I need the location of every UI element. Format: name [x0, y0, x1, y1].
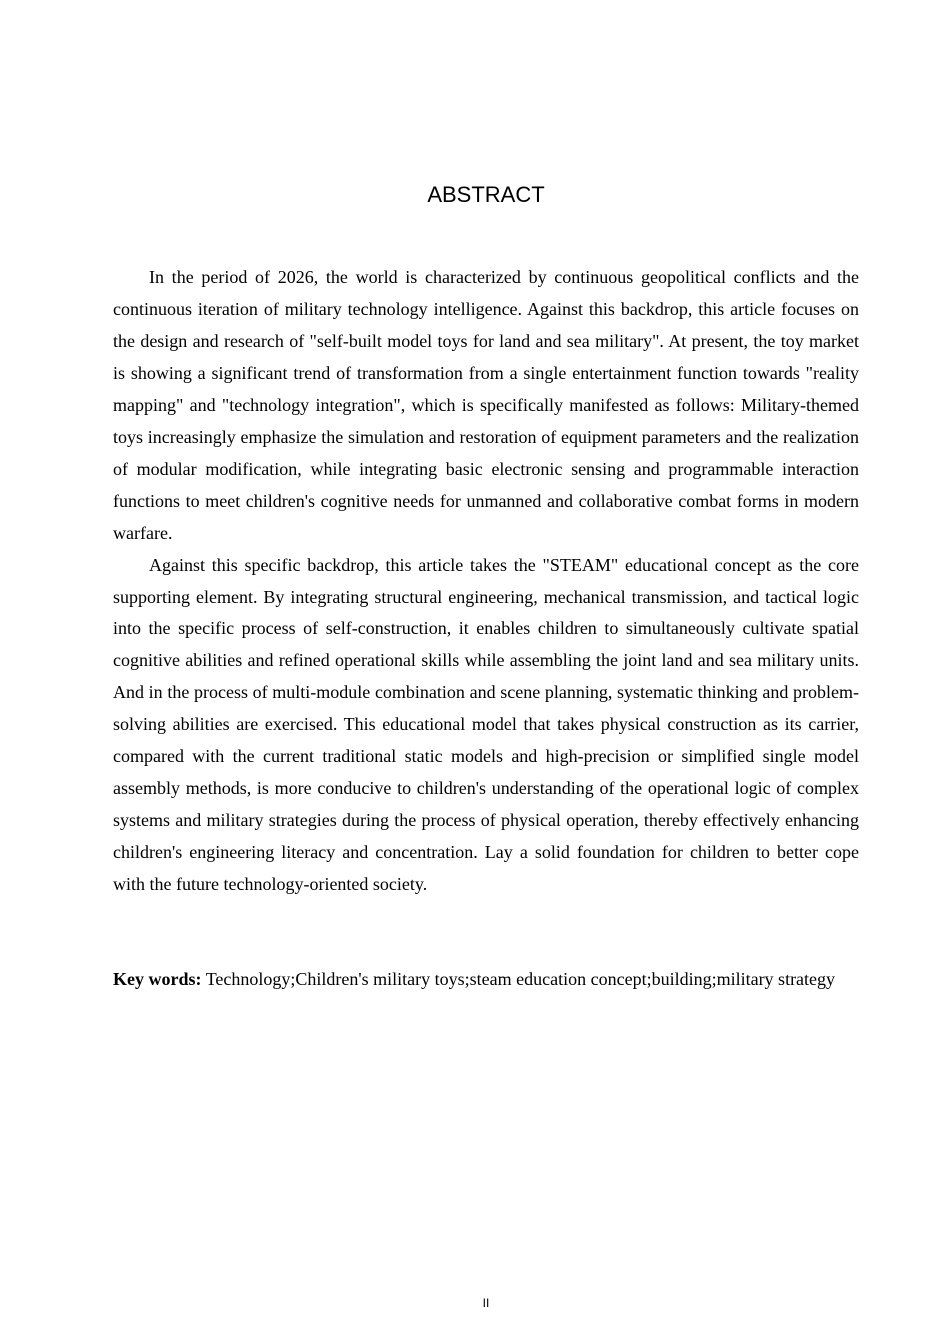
abstract-paragraph-1: In the period of 2026, the world is characterized by continuous geopolitical conflicts and the continuous iteration of military technology intelligence. Against this backdrop, this article focuses on the design and research of "self-built model toys for land and sea military". At present, the toy market is showing a significant trend of transformation from a single entertainment function towards "reality mapping" and "technology integration", which is specifically manifested as follows: Military-themed toys increasingly emphasize the simulation and restoration of equipment parameters and the realization of modular modification, while integrating basic electronic sensing and programmable interaction functions to meet children's cognitive needs for unmanned and collaborative combat forms in modern warfare.: [113, 267, 859, 543]
abstract-paragraph-2: Against this specific backdrop, this article takes the "STEAM" educational concept as the core supporting element. By integrating structural engineering, mechanical transmission, and tactical logic into the specific process of self-construction, it enables children to simultaneously cultivate spatial cognitive abilities and refined operational skills while assembling the joint land and sea military units. And in the process of multi-module combination and scene planning, systematic thinking and problem-solving abilities are exercised. This educational model that takes physical construction as its carrier, compared with the current traditional static models and high-precision or simplified single model assembly methods, is more conducive to children's understanding of the operational logic of complex systems and military strategies during the process of physical operation, thereby effectively enhancing children's engineering literacy and concentration. Lay a solid foundation for children to better cope with the future technology-oriented society.: [113, 554, 859, 895]
keywords-text: Technology;Children's military toys;steam education concept;building;military strategy: [205, 969, 836, 989]
abstract-body: [113, 262, 859, 901]
keywords-label: Key words:: [113, 969, 202, 989]
page-number: II: [482, 1296, 490, 1310]
keywords-line: [113, 964, 859, 996]
abstract-title: ABSTRACT: [427, 182, 545, 207]
